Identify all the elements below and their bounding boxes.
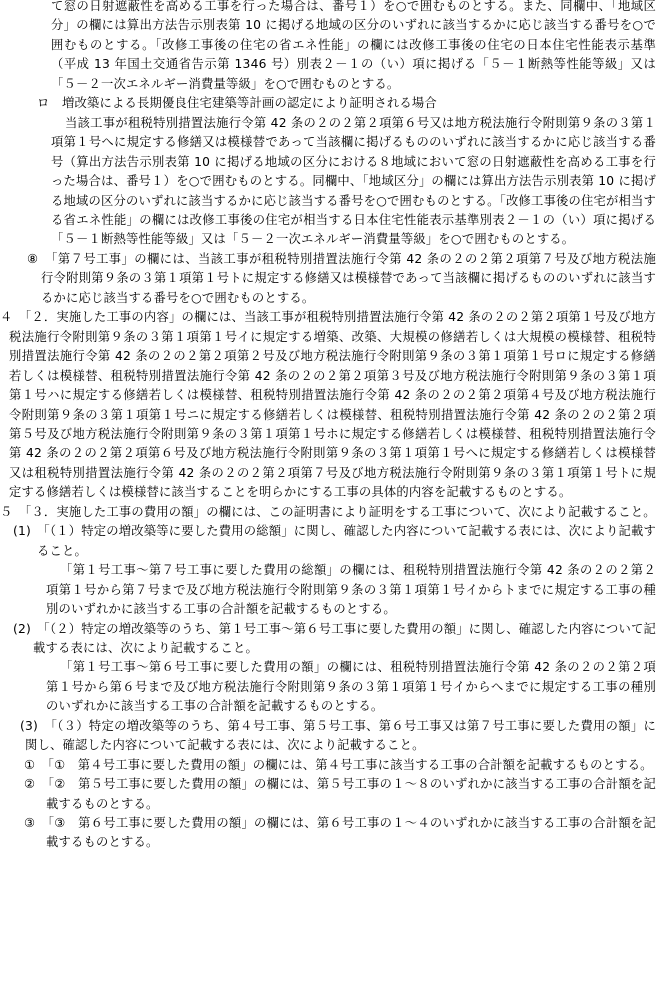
paragraph-window-shading-note: て窓の日射遮蔽性を高める工事を行った場合は、番号１）を○で囲むものとする。また、同欄中、「地域区分」の欄には算出方法告示別表第 10 に掲げる地域の区分のいずれに該当するかに応じ該当する番号を○で囲むものとする。「改修工事後の住宅の省エネ性能」の欄には改修工事後の住宅の日本住宅性能表示基準（平成 13 年国土交通省告示第 1346 号）別表２－１の（い）項に掲げる「５－１断熱等性能等級」又は「５－２一次エネルギー消費量等級」を○で囲むものとする。 bbox=[51, 0, 656, 91]
item-2-cost-works-1-6: (2) 「（２）特定の増改築等のうち、第１号工事～第６号工事に要した費用の額」に関し、確認した内容について記載する表には、次により記載すること。 bbox=[13, 621, 656, 655]
subitem-2-work-5-cost: ② 「② 第５号工事に要した費用の額」の欄には、第５号工事の１～８のいずれかに該当する工事の合計額を記載するものとする。 bbox=[24, 777, 656, 811]
paragraph-1-total-cost-body: 「第１号工事～第７号工事に要した費用の総額」の欄には、租税特別措置法施行令第 42 条の２の２第２項第１号から第７号まで及び地方税法施行令附則第９条の３第１項第１号イからトまでに規定する工事の種別のいずれかに該当する工事の合計額を記載するものとする。 bbox=[46, 563, 656, 617]
section-4-work-content: ４ 「２．実施した工事の内容」の欄には、当該工事が租税特別措置法施行令第 42 条の２の２第２項第１号及び地方税法施行令附則第９条の３第１項第１号イに規定する増築、改築、大規模の修繕若しくは大規模の模様替、租税特別措置法施行令第 42 条の２の２第２項第２号及び地方税法施行令附則第９条の３第１項第１号ロに規定する修繕若しくは模様替、租税特別措置法施行令第 42 条の２の２第２項第３号及び地方税法施行令附則第９条の３第１項第１号ハに規定する修繕若しくは模様替、租税特別措置法施行令第 42 条の２の２第２項第４号及び地方税法施行令附則第９条の３第１項第１号ニに規定する修繕若しくは模様替、租税特別措置法施行令第 42 条の２の２第２項第５号及び地方税法施行令附則第９条の３第１項第１号ホに規定する修繕若しくは模様替、租税特別措置法施行令第 42 条の２の２第２項第６号及び地方税法施行令附則第９条の３第１項第１号へに規定する修繕若しくは模様替又は租税特別措置法施行令第 42 条の２の２第２項第７号及び地方税法施行令附則第９条の３第１項第１号トに規定する修繕若しくは模様替に該当することを明らかにする工事の具体的内容を記載するものとする。 bbox=[0, 310, 656, 500]
section-5-work-cost: ５ 「３．実施した工事の費用の額」の欄には、この証明書により証明をする工事について、次により記載すること。 bbox=[0, 504, 656, 519]
heading-ro-long-life-housing: ロ 増改築による長期優良住宅建築等計画の認定により証明される場合 bbox=[37, 96, 437, 111]
subitem-3-work-6-cost: ③ 「③ 第６号工事に要した費用の額」の欄には、第６号工事の１～４のいずれかに該当する工事の合計額を記載するものとする。 bbox=[24, 816, 656, 850]
paragraph-ro-body: 当該工事が租税特別措置法施行令第 42 条の２の２第２項第６号又は地方税法施行令附則第９条の３第１項第１号へに規定する修繕又は模様替であって当該欄に掲げるもののいずれに該当するかに応じ該当する番号（算出方法告示別表第 10 に掲げる地域の区分における８地域において窓の日射遮蔽性を高める工事を行った場合は、番号１）を○で囲むものとする。同欄中、「地域区分」の欄には算出方法告示別表第 10 に掲げる地域の区分のいずれに該当するかに応じ該当する番号を○で囲むものとする。「改修工事後の住宅が相当する省エネ性能」の欄には改修工事後の住宅が相当する日本住宅性能表示基準別表２－１の（い）項に掲げる「５－１断熱等性能等級」又は「５－２一次エネルギー消費量等級」を○で囲むものとする。 bbox=[51, 115, 656, 247]
paragraph-2-cost-body: 「第１号工事～第６号工事に要した費用の額」の欄には、租税特別措置法施行令第 42 条の２の２第２項第１号から第６号まで及び地方税法施行令附則第９条の３第１項第１号イからへまでに規定する工事の種別のいずれかに該当する工事の合計額を記載するものとする。 bbox=[46, 660, 656, 714]
subitem-1-work-4-cost: ① 「① 第４号工事に要した費用の額」の欄には、第４号工事に該当する工事の合計額を記載するものとする。 bbox=[24, 757, 653, 772]
item-3-cost-works-4-7: (3) 「（３）特定の増改築等のうち、第４号工事、第５号工事、第６号工事又は第７号工事に要した費用の額」に関し、確認した内容について記載する表には、次により記載すること。 bbox=[20, 718, 656, 753]
item-1-total-cost: (1) 「（１）特定の増改築等に要した費用の総額」に関し、確認した内容について記載する表には、次により記載すること。 bbox=[13, 524, 656, 558]
item-8-work-type-7: ⑧ 「第７号工事」の欄には、当該工事が租税特別措置法施行令第 42 条の２の２第２項第７号及び地方税法施行令附則第９条の３第１項第１号トに規定する修繕又は模様替であって当該欄に掲げるもののいずれに該当するかに応じ該当する番号を○で囲むものとする。 bbox=[27, 251, 656, 305]
